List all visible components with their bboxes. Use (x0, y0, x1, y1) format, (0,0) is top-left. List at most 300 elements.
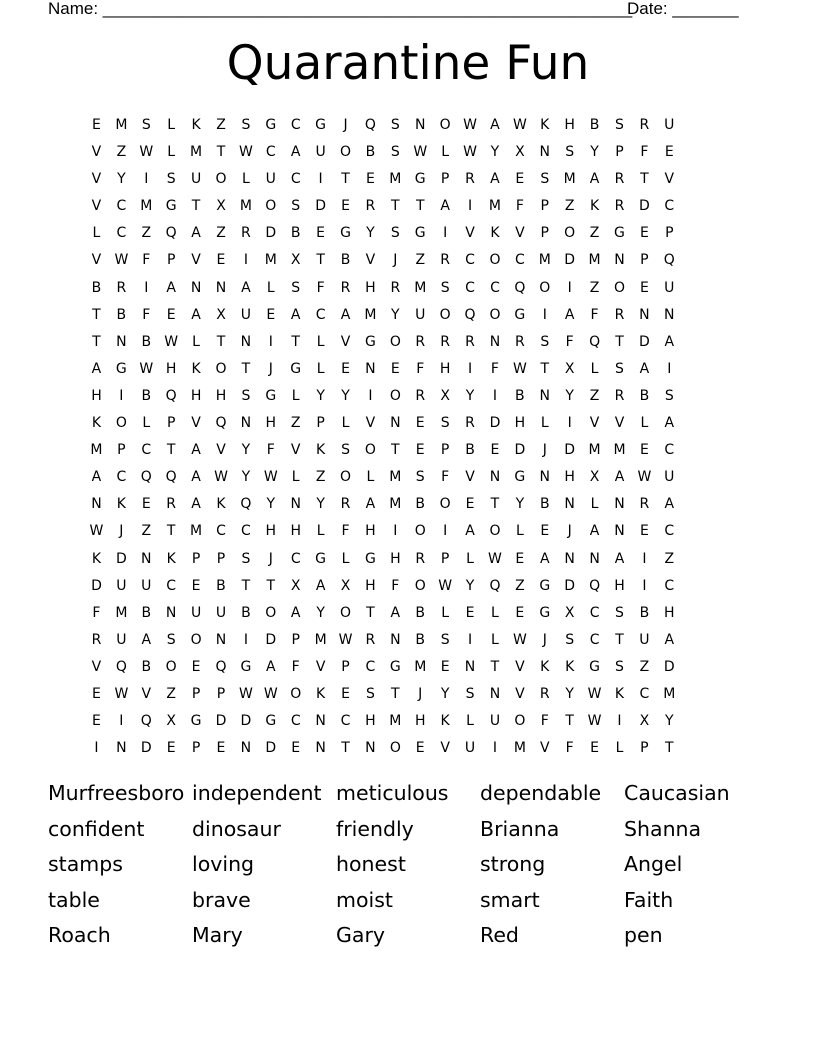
grid-letter: O (439, 117, 451, 133)
grid-letter: N (539, 144, 550, 161)
grid-letter: M (115, 604, 128, 621)
grid-letter: H (365, 577, 376, 594)
grid-letter: K (565, 658, 575, 675)
grid-letter: C (664, 523, 675, 540)
grid-letter: Y (117, 171, 126, 188)
grid-letter: B (141, 387, 152, 404)
grid-letter: N (464, 658, 476, 675)
grid-letter: Y (366, 225, 375, 242)
grid-letter: H (564, 469, 575, 486)
grid-letter: H (365, 523, 376, 540)
grid-letter: C (290, 117, 301, 133)
grid-row (84, 735, 732, 762)
grid-letter: S (365, 685, 375, 702)
grid-letter: T (92, 306, 101, 323)
grid-letter: W (114, 252, 129, 269)
grid-letter: V (141, 685, 152, 702)
grid-letter: B (415, 496, 426, 513)
grid-letter: N (141, 550, 152, 567)
grid-letter: J (343, 117, 348, 133)
grid-letter: W (263, 469, 278, 486)
grid-letter: P (440, 550, 450, 567)
grid-letter: S (615, 658, 624, 675)
grid-letter: N (664, 306, 675, 323)
grid-letter: H (664, 604, 675, 621)
word-row (48, 812, 768, 848)
grid-letter: I (144, 171, 149, 188)
grid-letter: J (268, 550, 273, 567)
grid-letter: B (216, 577, 226, 594)
grid-letter: T (366, 604, 375, 621)
grid-letter: J (542, 442, 547, 459)
grid-letter: C (639, 685, 650, 702)
grid-letter: V (290, 442, 301, 459)
word-item: honest (336, 852, 406, 876)
grid-letter: Q (364, 117, 376, 133)
grid-letter: E (92, 713, 101, 730)
word-item: Shanna (624, 816, 702, 841)
grid-letter: G (414, 225, 426, 242)
grid-letter: E (341, 198, 350, 215)
grid-letter: E (540, 523, 550, 540)
grid-letter: G (290, 360, 302, 377)
grid-letter: A (91, 360, 102, 377)
grid-letter: O (489, 252, 501, 269)
grid-letter: N (290, 496, 301, 513)
grid-letter: W (238, 144, 253, 161)
grid-letter: B (365, 144, 376, 161)
grid-letter: V (191, 415, 201, 432)
grid-letter: I (243, 631, 248, 648)
word-row (48, 918, 768, 954)
grid-letter: L (491, 631, 499, 648)
name-field: Name: ________________________________________________________ (48, 0, 633, 18)
grid-letter: G (589, 658, 600, 675)
grid-letter: R (639, 117, 650, 133)
grid-letter: P (640, 740, 649, 757)
grid-row (84, 139, 732, 166)
grid-letter: P (191, 740, 201, 757)
grid-letter: P (216, 685, 226, 702)
grid-letter: I (318, 171, 323, 188)
word-item: brave (192, 887, 251, 912)
grid-letter: G (614, 225, 625, 242)
grid-letter: R (340, 496, 351, 513)
grid-letter: P (615, 144, 624, 161)
grid-letter: A (490, 171, 500, 188)
grid-letter: M (414, 279, 427, 296)
word-item: strong (480, 852, 546, 876)
grid-letter: L (640, 415, 649, 432)
grid-letter: I (492, 740, 498, 757)
grid-letter: R (415, 550, 426, 567)
grid-letter: K (91, 415, 102, 432)
word-item: friendly (336, 816, 414, 841)
grid-letter: W (238, 685, 253, 702)
grid-letter: Z (141, 523, 152, 540)
grid-letter: Z (116, 144, 127, 161)
grid-letter: L (167, 117, 176, 133)
grid-letter: Q (165, 225, 177, 242)
grid-letter: O (389, 740, 401, 757)
grid-letter: C (664, 577, 675, 594)
grid-letter: O (389, 387, 401, 404)
grid-letter: N (365, 740, 376, 757)
grid-letter: Q (215, 415, 227, 432)
grid-letter: V (589, 415, 600, 432)
grid-letter: E (166, 306, 176, 323)
grid-letter: M (513, 740, 526, 757)
grid-letter: E (590, 740, 599, 757)
word-item: loving (192, 852, 255, 876)
grid-letter: K (490, 225, 500, 242)
grid-letter: L (316, 333, 325, 350)
grid-letter: O (290, 685, 302, 702)
grid-letter: Z (515, 577, 525, 594)
grid-letter: B (515, 387, 525, 404)
grid-letter: N (215, 279, 227, 296)
grid-letter: T (291, 333, 300, 350)
grid-letter: M (488, 198, 501, 215)
grid-letter: D (140, 740, 152, 757)
grid-letter: Y (316, 604, 325, 621)
grid-letter: K (540, 658, 550, 675)
grid-letter: R (440, 252, 450, 269)
grid-letter: Q (663, 252, 675, 269)
grid-letter: G (539, 577, 551, 594)
grid-letter: H (365, 713, 376, 730)
grid-letter: R (365, 631, 376, 648)
grid-letter: K (166, 550, 176, 567)
grid-letter: F (142, 252, 151, 269)
grid-letter: H (564, 117, 575, 133)
grid-letter: G (165, 198, 177, 215)
grid-letter: X (564, 604, 575, 621)
grid-letter: T (166, 523, 176, 540)
grid-letter: M (563, 171, 576, 188)
grid-letter: T (241, 360, 251, 377)
grid-letter: C (141, 442, 152, 459)
word-item: Roach (48, 923, 111, 947)
grid-letter: N (190, 279, 202, 296)
grid-letter: O (265, 198, 277, 215)
grid-letter: V (91, 171, 102, 188)
grid-letter: G (315, 550, 327, 567)
grid-letter: M (389, 496, 402, 513)
grid-letter: Y (565, 685, 574, 702)
grid-letter: E (341, 685, 350, 702)
grid-letter: C (116, 469, 127, 486)
grid-letter: F (515, 198, 524, 215)
grid-letter: L (540, 415, 549, 432)
grid-letter: M (140, 198, 153, 215)
grid-letter: A (191, 496, 201, 513)
grid-row (84, 220, 732, 247)
grid-letter: R (241, 225, 251, 242)
grid-letter: R (465, 171, 475, 188)
word-item: meticulous (336, 781, 449, 805)
grid-letter: X (639, 713, 650, 730)
grid-letter: U (489, 713, 501, 730)
grid-letter: I (119, 387, 124, 404)
grid-letter: N (489, 685, 501, 702)
grid-letter: N (639, 306, 650, 323)
grid-letter: S (440, 415, 450, 432)
grid-letter: H (165, 360, 177, 377)
grid-letter: B (141, 604, 152, 621)
grid-letter: M (190, 523, 203, 540)
grid-letter: L (615, 740, 624, 757)
grid-letter: F (92, 604, 101, 621)
grid-letter: W (164, 333, 179, 350)
grid-letter: A (91, 469, 102, 486)
grid-row (84, 112, 732, 139)
grid-letter: V (614, 415, 625, 432)
grid-letter: Y (665, 713, 674, 730)
grid-letter: O (340, 144, 352, 161)
page-title: Quarantine Fun (226, 36, 590, 91)
grid-letter: A (564, 306, 575, 323)
grid-letter: Z (589, 387, 600, 404)
grid-row (84, 708, 732, 735)
grid-letter: M (613, 442, 626, 459)
grid-letter: S (540, 171, 550, 188)
grid-letter: C (315, 306, 326, 323)
grid-letter: Q (140, 713, 152, 730)
grid-letter: V (91, 658, 102, 675)
grid-letter: F (490, 360, 499, 377)
grid-letter: S (241, 117, 251, 133)
grid-letter: O (165, 658, 177, 675)
grid-letter: G (115, 360, 127, 377)
word-item: Angel (624, 852, 683, 876)
grid-letter: U (265, 171, 276, 188)
grid-letter: R (614, 171, 625, 188)
grid-letter: Z (564, 198, 575, 215)
grid-letter: L (291, 387, 300, 404)
grid-letter: Y (515, 496, 525, 513)
grid-letter: N (91, 496, 102, 513)
grid-letter: T (191, 198, 201, 215)
grid-letter: E (490, 442, 500, 459)
grid-letter: Y (241, 469, 251, 486)
grid-letter: B (141, 333, 152, 350)
grid-letter: T (391, 198, 400, 215)
grid-letter: H (390, 550, 401, 567)
word-list (48, 776, 768, 954)
grid-letter: G (340, 225, 351, 242)
grid-letter: S (440, 631, 450, 648)
grid-letter: P (540, 198, 549, 215)
grid-letter: J (418, 685, 423, 702)
grid-letter: N (614, 496, 625, 513)
grid-letter: W (413, 144, 428, 161)
grid-letter: W (512, 631, 527, 648)
grid-letter: B (290, 225, 301, 242)
grid-letter: Y (590, 144, 599, 161)
grid-letter: P (216, 550, 226, 567)
grid-letter: C (290, 171, 301, 188)
grid-letter: T (391, 442, 400, 459)
grid-letter: C (465, 279, 475, 296)
grid-letter: G (315, 117, 327, 133)
grid-letter: N (414, 117, 426, 133)
grid-letter: Z (415, 252, 426, 269)
grid-letter: Z (141, 225, 152, 242)
grid-letter: Q (514, 279, 526, 296)
grid-letter: T (540, 360, 550, 377)
word-row (48, 883, 768, 919)
grid-letter: P (291, 631, 300, 648)
grid-letter: A (539, 550, 550, 567)
grid-row (84, 166, 732, 193)
grid-letter: V (539, 740, 550, 757)
grid-letter: U (664, 469, 675, 486)
grid-letter: U (141, 577, 152, 594)
grid-letter: S (615, 117, 624, 133)
grid-letter: D (240, 713, 252, 730)
grid-letter: A (141, 631, 152, 648)
grid-letter: H (265, 415, 277, 432)
grid-letter: T (615, 631, 624, 648)
grid-letter: N (116, 740, 127, 757)
word-item: dependable (480, 781, 602, 805)
grid-letter: S (166, 631, 176, 648)
grid-letter: Z (589, 225, 600, 242)
grid-letter: M (414, 658, 427, 675)
grid-letter: G (514, 306, 526, 323)
grid-letter: O (414, 523, 426, 540)
word-item: Murfreesboro (48, 781, 185, 805)
grid-letter: Y (241, 442, 251, 459)
grid-letter: L (142, 415, 151, 432)
grid-letter: S (390, 225, 400, 242)
grid-letter: I (567, 279, 572, 296)
grid-letter: Q (489, 577, 501, 594)
grid-letter: K (191, 360, 201, 377)
grid-letter: M (90, 442, 103, 459)
grid-letter: I (443, 523, 448, 540)
grid-letter: G (265, 713, 277, 730)
grid-letter: R (166, 496, 177, 513)
grid-letter: C (340, 713, 351, 730)
grid-letter: L (241, 171, 250, 188)
grid-letter: Z (216, 225, 226, 242)
grid-letter: S (390, 144, 400, 161)
grid-letter: V (365, 252, 376, 269)
grid-letter: N (489, 333, 501, 350)
grid-letter: T (341, 740, 350, 757)
grid-letter: C (290, 713, 301, 730)
grid-letter: V (91, 144, 102, 161)
grid-letter: D (514, 442, 526, 459)
grid-letter: R (91, 631, 102, 648)
grid-letter: A (589, 171, 600, 188)
grid-letter: E (291, 740, 301, 757)
grid-row (84, 302, 732, 329)
grid-letter: V (465, 225, 475, 242)
grid-letter: S (540, 333, 550, 350)
grid-letter: A (440, 198, 450, 215)
grid-letter: E (515, 171, 525, 188)
grid-letter: I (467, 631, 473, 648)
grid-letter: S (565, 144, 575, 161)
grid-letter: T (266, 577, 276, 594)
grid-letter: P (540, 225, 549, 242)
grid-letter: V (664, 171, 675, 188)
grid-letter: U (315, 144, 326, 161)
grid-letter: P (191, 550, 201, 567)
grid-letter: D (639, 333, 650, 350)
grid-letter: T (241, 577, 251, 594)
grid-letter: V (91, 198, 102, 215)
grid-letter: X (589, 469, 600, 486)
grid-letter: O (439, 306, 451, 323)
grid-letter: E (166, 740, 176, 757)
grid-letter: N (489, 469, 501, 486)
grid-letter: Z (315, 469, 326, 486)
grid-letter: J (542, 631, 547, 648)
grid-letter: S (291, 279, 301, 296)
word-item: Gary (336, 923, 386, 947)
grid-letter: L (167, 144, 176, 161)
grid-letter: P (166, 415, 176, 432)
grid-letter: N (365, 360, 376, 377)
grid-letter: L (590, 360, 599, 377)
grid-letter: H (91, 387, 102, 404)
grid-letter: T (166, 442, 176, 459)
grid-letter: L (466, 550, 474, 567)
grid-letter: E (639, 225, 649, 242)
grid-letter: X (340, 577, 351, 594)
grid-letter: F (316, 279, 325, 296)
grid-letter: P (665, 225, 674, 242)
grid-letter: S (615, 360, 624, 377)
grid-letter: R (639, 496, 650, 513)
grid-row (84, 383, 732, 410)
grid-letter: X (564, 360, 575, 377)
word-row (48, 847, 768, 883)
grid-letter: K (91, 550, 102, 567)
grid-letter: K (614, 685, 625, 702)
grid-letter: M (314, 631, 327, 648)
grid-letter: B (241, 604, 251, 621)
grid-letter: E (191, 658, 201, 675)
grid-letter: V (91, 252, 102, 269)
grid-row (84, 546, 732, 573)
grid-letter: E (92, 685, 101, 702)
grid-letter: R (514, 333, 525, 350)
grid-letter: P (440, 442, 450, 459)
grid-letter: N (390, 631, 401, 648)
grid-letter: U (664, 279, 675, 296)
grid-letter: F (640, 144, 649, 161)
grid-letter: Y (440, 685, 450, 702)
grid-letter: O (364, 442, 376, 459)
grid-letter: E (415, 740, 425, 757)
grid-letter: Z (589, 279, 600, 296)
grid-letter: R (390, 279, 401, 296)
grid-letter: U (240, 306, 252, 323)
grid-letter: B (415, 604, 426, 621)
grid-letter: F (266, 442, 275, 459)
grid-letter: U (190, 604, 202, 621)
grid-letter: E (266, 306, 276, 323)
grid-letter: Y (465, 577, 475, 594)
grid-letter: D (265, 631, 277, 648)
grid-letter: E (515, 550, 525, 567)
grid-row (84, 193, 732, 220)
